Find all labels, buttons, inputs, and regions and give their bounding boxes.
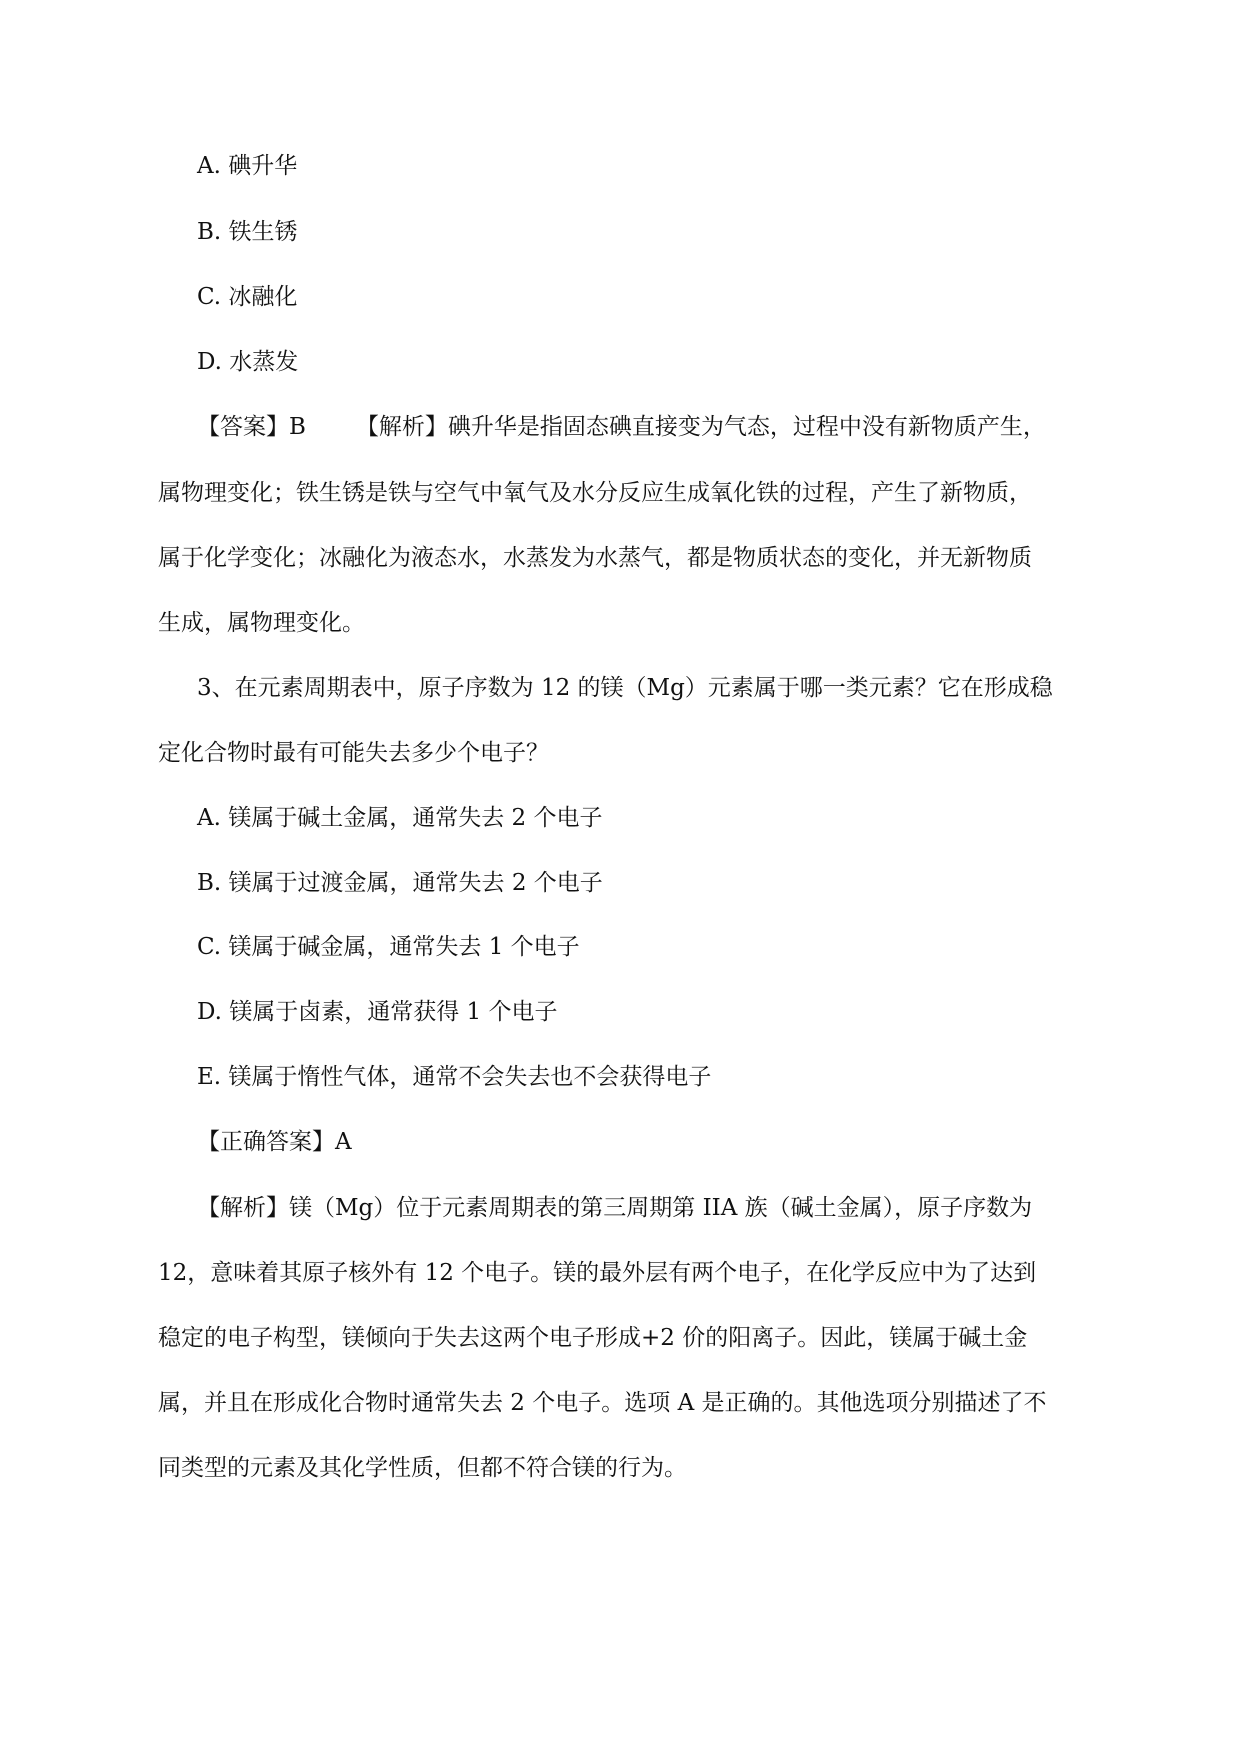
q2-option-b: B. 铁生锈 [197, 219, 298, 245]
q3-option-b: B. 镁属于过渡金属，通常失去 2 个电子 [197, 870, 603, 896]
q3-option-e: E. 镁属于惰性气体，通常不会失去也不会获得电子 [197, 1064, 712, 1090]
q3-stem-line-1: 3、在元素周期表中，原子序数为 12 的镁（Mg）元素属于哪一类元素？它在形成稳 [197, 675, 1053, 701]
q2-answer-label: 【答案】B [197, 414, 306, 440]
q2-analysis-line-2: 属物理变化；铁生锈是铁与空气中氧气及水分反应生成氧化铁的过程，产生了新物质， [158, 480, 1032, 506]
q3-analysis-line-3: 稳定的电子构型，镁倾向于失去这两个电子形成+2 价的阳离子。因此，镁属于碱土金 [158, 1325, 1028, 1351]
q3-analysis-line-2: 12，意味着其原子核外有 12 个电子。镁的最外层有两个电子，在化学反应中为了达到 [158, 1260, 1037, 1286]
q3-correct-answer: 【正确答案】A [197, 1129, 352, 1155]
q3-analysis-line-4: 属，并且在形成化合物时通常失去 2 个电子。选项 A 是正确的。其他选项分别描述了不 [158, 1390, 1047, 1416]
q2-option-d: D. 水蒸发 [197, 349, 299, 375]
q3-stem-line-2: 定化合物时最有可能失去多少个电子？ [158, 740, 549, 766]
q2-answer-line [197, 411, 1046, 443]
q3-option-a: A. 镁属于碱土金属，通常失去 2 个电子 [197, 805, 603, 831]
q2-analysis-line-4: 生成，属物理变化。 [158, 610, 365, 636]
q2-analysis-line-3: 属于化学变化；冰融化为液态水，水蒸发为水蒸气，都是物质状态的变化，并无新物质 [158, 545, 1032, 571]
q3-analysis-line-1: 【解析】镁（Mg）位于元素周期表的第三周期第 IIA 族（碱土金属），原子序数为 [197, 1195, 1033, 1221]
q3-option-d: D. 镁属于卤素，通常获得 1 个电子 [197, 999, 558, 1025]
q3-analysis-line-5: 同类型的元素及其化学性质，但都不符合镁的行为。 [158, 1455, 687, 1481]
q3-option-c: C. 镁属于碱金属，通常失去 1 个电子 [197, 934, 580, 960]
q2-option-a: A. 碘升华 [197, 153, 298, 179]
q2-analysis-line-1: 【解析】碘升华是指固态碘直接变为气态，过程中没有新物质产生， [355, 414, 1046, 440]
q2-option-c: C. 冰融化 [197, 284, 298, 310]
